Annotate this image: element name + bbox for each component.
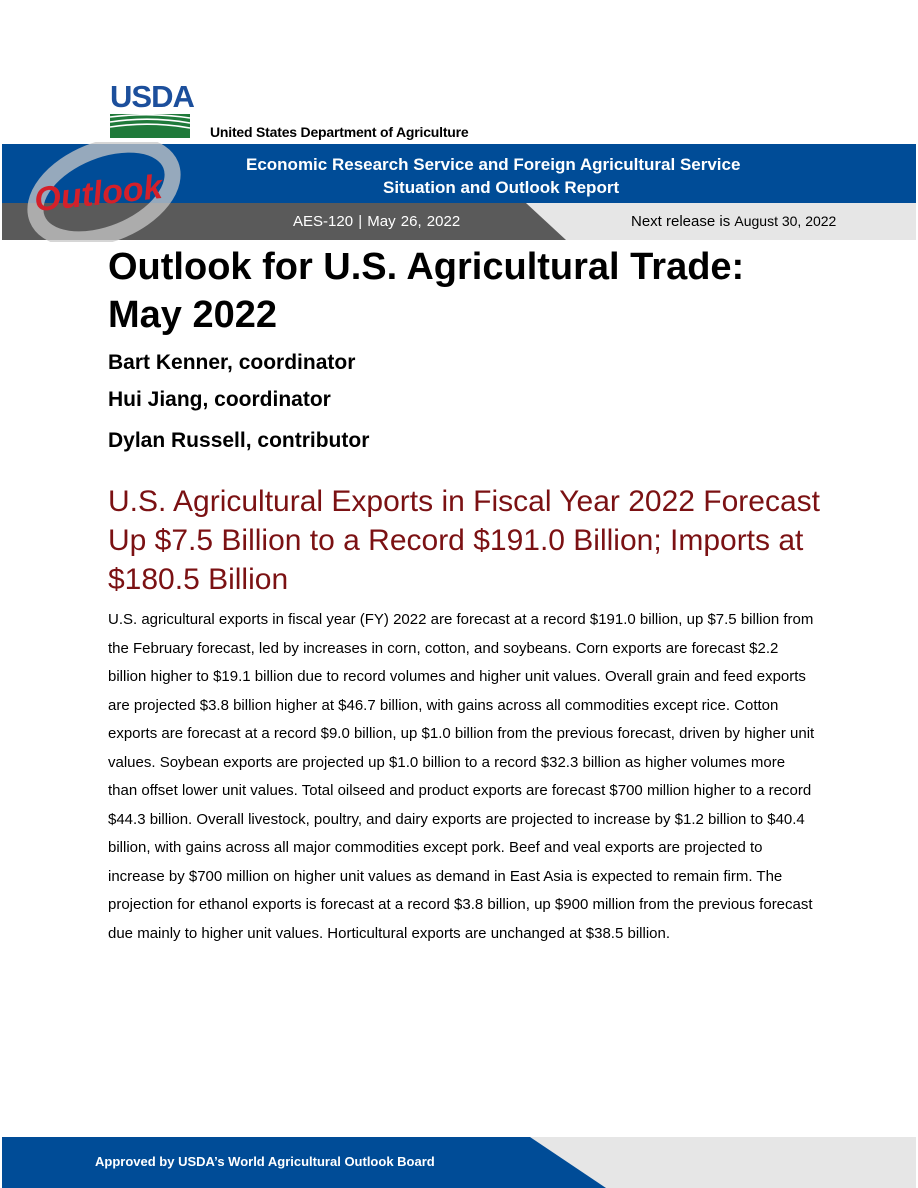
author-2: Hui Jiang, coordinator	[108, 388, 331, 411]
next-release-label: Next release is	[631, 213, 735, 230]
usda-logo-wordmark: USDA	[110, 79, 194, 114]
next-release	[631, 213, 836, 230]
report-number-and-date: AES-120 | May 26, 2022	[293, 213, 461, 230]
author-1: Bart Kenner, coordinator	[108, 351, 356, 374]
author-3: Dylan Russell, contributor	[108, 429, 370, 452]
usda-logo-hills-icon	[110, 114, 190, 138]
outlook-logo-text: Outlook	[32, 167, 165, 220]
summary-paragraph: U.S. agricultural exports in fiscal year (FY) 2022 are forecast at a record $191.0 billion, up $7.5 billion from the February forecast, led by increases in corn, cotton, and soybeans. Corn exports are forecast $2.2 billion higher to $19.1 billion due to record volumes and higher unit values. Overall grain and feed exports are projected $3.8 billion higher at $46.7 billion, with gains across all commodities except rice. Cotton exports are forecast at a record $9.0 billion, up $1.0 billion from the previous forecast, driven by higher unit values. Soybean exports are projected up $1.0 billion to a record $32.3 billion as higher volumes more than offset lower unit values. Total oilseed and product exports are forecast $700 million higher to a record $44.3 billion. Overall livestock, poultry, and dairy exports are projected to increase by $1.2 billion to $40.4 billion, with gains across all major commodities except pork. Beef and veal exports are projected to increase by $700 million on higher unit values as demand in East Asia is expected to remain firm. The projection for ethanol exports is forecast at a record $3.8 billion, up $900 million from the previous forecast due mainly to higher unit values. Horticultural exports are unchanged at $38.5 billion.	[108, 611, 815, 942]
report-headline: U.S. Agricultural Exports in Fiscal Year 2022 Forecast Up $7.5 Billion to a Record $191.0 Billion; Imports at $180.5 Billion	[108, 485, 821, 596]
footer-approval-text: Approved by USDA’s World Agricultural Outlook Board	[95, 1154, 435, 1169]
department-name: United States Department of Agriculture	[210, 124, 469, 140]
page-title: Outlook for U.S. Agricultural Trade: May 2022	[108, 246, 745, 336]
outlook-logo	[26, 142, 182, 242]
next-release-date: August 30, 2022	[734, 213, 837, 229]
report-type: Situation and Outlook Report	[383, 178, 620, 197]
usda-logo	[110, 79, 194, 138]
agency-names: Economic Research Service and Foreign Agricultural Service	[246, 155, 741, 174]
